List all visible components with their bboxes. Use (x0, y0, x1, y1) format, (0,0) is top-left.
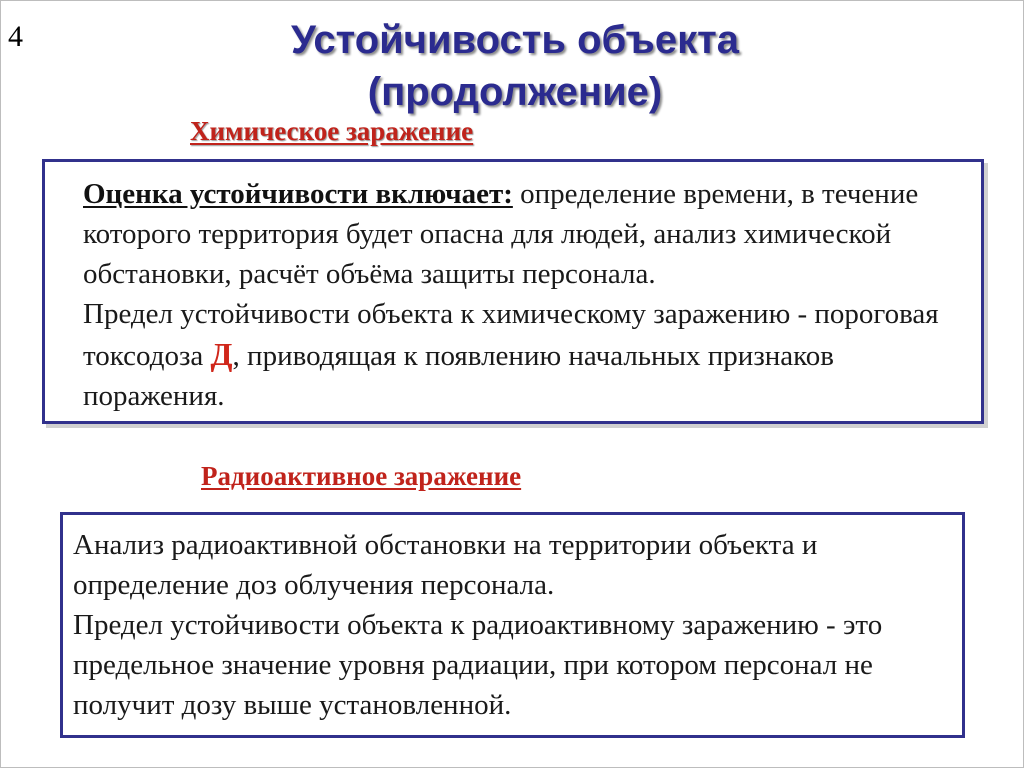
chemical-limit-paragraph (59, 294, 967, 416)
chemical-text-box (42, 159, 984, 424)
slide-number: 4 (8, 20, 23, 53)
title-line-2: (продолжение) (367, 70, 663, 114)
chemical-limit-text-end: , приводящая к появлению начальных признаков поражения. (83, 340, 834, 412)
chemical-assessment-paragraph (59, 174, 967, 294)
radioactive-heading: Радиоактивное заражение (201, 461, 522, 491)
slide-title (150, 14, 880, 118)
toxodose-symbol: Д (210, 336, 233, 372)
chemical-limit-text-start: Предел устойчивости объекта к химическому заражению - пороговая токсодоза (83, 298, 939, 372)
radioactive-analysis-paragraph: Анализ радиоактивной обстановки на территории объекта и определение доз облучения персонала. (73, 529, 818, 601)
radioactive-limit-paragraph: Предел устойчивости объекта к радиоактивному заражению - это предельное значение уровня радиации, при котором персонал не получит дозу выше установленной. (73, 609, 883, 721)
assessment-label: Оценка устойчивости включает: (83, 178, 513, 210)
radioactive-text-box (60, 512, 965, 738)
assessment-text: определение времени, в течение которого территория будет опасна для людей, анализ химической обстановки, расчёт объёма защиты персонала. (83, 178, 919, 290)
chemical-heading: Химическое заражение (190, 116, 474, 146)
title-line-1: Устойчивость объекта (291, 18, 739, 62)
